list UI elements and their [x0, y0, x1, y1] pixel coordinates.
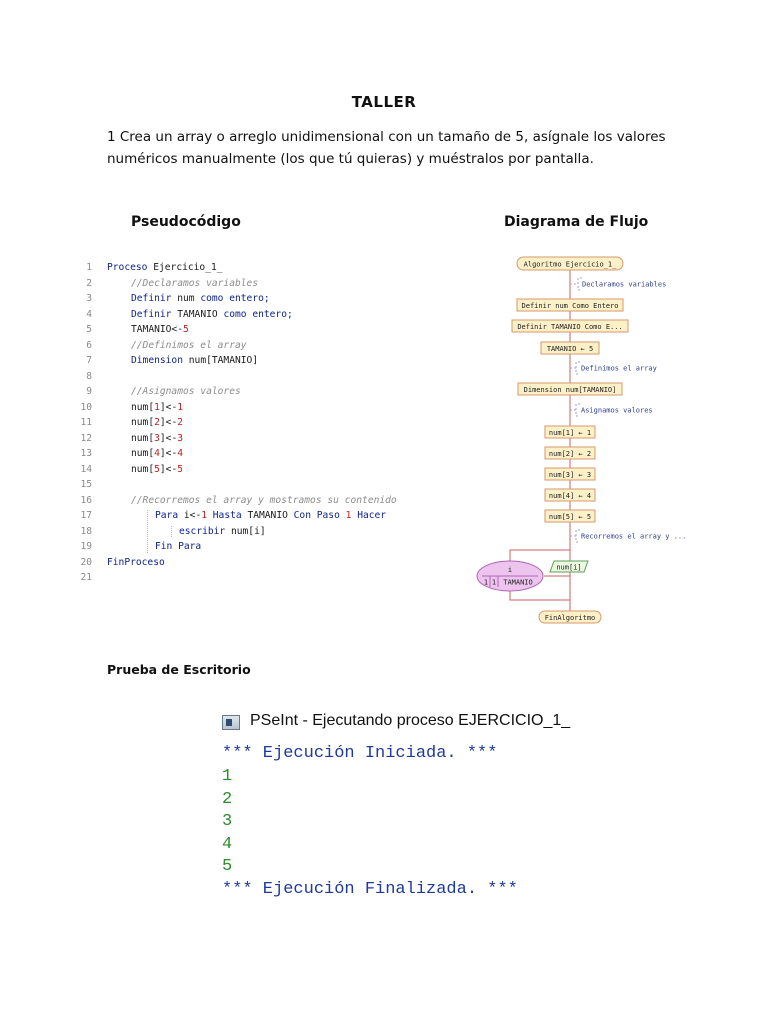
code-text — [131, 353, 258, 369]
code-token: //Declaramos variables — [131, 277, 259, 289]
code-line — [70, 276, 430, 292]
code-text — [131, 493, 397, 509]
code-token: Definir — [131, 293, 178, 304]
code-line — [70, 570, 430, 586]
code-token: 3 — [154, 432, 160, 444]
start-label: Algoritmo Ejercicio_1_ — [523, 260, 617, 269]
code-token: FinProceso — [107, 556, 165, 568]
code-line — [70, 524, 430, 540]
line-number: 12 — [80, 432, 92, 444]
assign-label: num[3] ← 3 — [548, 471, 592, 479]
console-window-title: PSeInt - Ejecutando proceso EJERCICIO_1_ — [250, 712, 571, 729]
code-line — [70, 338, 430, 354]
code-line — [70, 384, 430, 400]
code-text — [131, 291, 270, 307]
console-end-line: *** Ejecución Finalizada. *** — [222, 880, 518, 899]
assign-label: num[1] ← 1 — [548, 429, 592, 437]
code-token: Definir — [131, 308, 178, 320]
code-line — [70, 477, 430, 493]
line-number: 20 — [80, 556, 92, 568]
loop-end: TAMANIO — [503, 578, 533, 587]
code-token: 5 — [154, 463, 160, 475]
indent-guide — [171, 526, 172, 538]
code-token: ]<- — [159, 448, 178, 459]
code-token: //Asignamos valores — [131, 386, 241, 397]
line-number: 18 — [80, 525, 92, 537]
code-token: Para — [155, 510, 184, 521]
code-text — [131, 307, 293, 323]
code-token: como entero; — [223, 308, 293, 320]
code-token: 2 — [154, 417, 160, 428]
comment-assign: Asignamos valores — [581, 406, 653, 415]
code-line — [70, 446, 430, 462]
code-line — [70, 260, 430, 276]
line-number: 14 — [80, 463, 92, 475]
desk-test-heading: Prueba de Escritorio — [107, 662, 251, 677]
flowchart-diagram — [470, 250, 710, 630]
console-output-line: 2 — [222, 789, 233, 809]
code-token: //Recorremos el array y mostramos su contenido — [131, 494, 397, 506]
line-number: 9 — [86, 386, 92, 397]
code-token: num[i] — [230, 525, 266, 537]
code-token: //Definimos el array — [131, 339, 247, 351]
loop-start: 1 — [483, 578, 489, 587]
code-line — [70, 369, 430, 385]
code-line — [70, 322, 430, 338]
console-output-line: 5 — [222, 857, 233, 877]
code-token: Proceso — [107, 262, 154, 273]
console-output-line: 1 — [222, 767, 233, 786]
page-title: TALLER — [351, 93, 417, 111]
line-number: 11 — [80, 417, 92, 428]
console-output-line: 4 — [222, 834, 233, 854]
assign-label: num[5] ← 5 — [548, 513, 592, 521]
end-label: FinAlgoritmo — [544, 614, 596, 622]
code-text — [131, 400, 183, 416]
code-token: TAMANIO — [177, 308, 224, 320]
code-token: 3 — [177, 432, 183, 444]
code-token: Con Paso — [293, 510, 346, 521]
code-line — [70, 462, 430, 478]
line-number: 4 — [86, 308, 92, 320]
code-token: 4 — [154, 448, 160, 459]
line-number: 8 — [86, 370, 92, 382]
code-text — [131, 415, 183, 431]
code-token: num[ — [131, 401, 155, 413]
code-text — [131, 276, 258, 292]
code-text — [131, 431, 183, 447]
line-number: 15 — [80, 479, 92, 490]
line-number: 16 — [80, 494, 92, 506]
loop-step: 1 — [491, 578, 497, 587]
code-line — [70, 555, 430, 571]
code-line — [70, 508, 430, 524]
dimension-label: Dimension num[TAMANIO] — [523, 386, 617, 394]
comment-define-array: Definimos el array — [581, 364, 657, 373]
code-text — [155, 539, 201, 555]
code-token: Dimension — [131, 355, 189, 366]
line-number: 5 — [86, 324, 92, 335]
code-token: num — [177, 293, 201, 304]
code-token: ]<- — [159, 401, 178, 413]
code-line — [70, 400, 430, 416]
code-text — [107, 260, 223, 276]
code-token: 1 — [201, 510, 207, 521]
line-number: 13 — [80, 448, 92, 459]
exercise-statement: 1 Crea un array o arreglo unidimensional con un tamaño de 5, asígnale los valores numéricos manualmente (los que tú quieras) y muéstralos por pantalla. — [107, 129, 666, 167]
indent-guide — [147, 510, 148, 553]
line-number: 2 — [86, 277, 92, 289]
code-text — [131, 338, 247, 354]
code-token: ]<- — [159, 432, 178, 444]
comment-loop: Recorremos el array y ... — [581, 532, 687, 541]
comment-declare: Declaramos variables — [582, 280, 667, 289]
code-token: 1 — [345, 510, 352, 521]
code-token: Hasta — [207, 510, 248, 521]
assign-label: num[4] ← 4 — [548, 492, 592, 500]
pseudocode-listing — [70, 260, 430, 586]
code-token: 1 — [154, 401, 160, 413]
code-token: TAMANIO — [247, 510, 294, 521]
code-line — [70, 431, 430, 447]
loop-variable: i — [507, 566, 513, 574]
code-line — [70, 353, 430, 369]
code-line — [70, 307, 430, 323]
code-token: TAMANIO<- — [131, 324, 183, 335]
code-token: 5 — [177, 463, 183, 475]
console-output-line: 3 — [222, 812, 233, 832]
code-token: num[TAMANIO] — [188, 355, 259, 366]
console-window-icon — [222, 715, 240, 730]
code-token: 1 — [177, 401, 183, 413]
code-text — [131, 322, 189, 338]
code-token: como entero; — [200, 293, 270, 304]
code-token: num[ — [131, 417, 155, 428]
code-token: Ejercicio_1_ — [153, 262, 223, 273]
code-token: Fin Para — [155, 541, 202, 552]
code-token: Hacer — [351, 510, 387, 521]
code-text — [155, 508, 386, 524]
line-number: 3 — [86, 293, 92, 304]
console-start-line: *** Ejecución Iniciada. *** — [222, 744, 498, 763]
code-token: i<- — [183, 510, 202, 521]
define-num-label: Definir num Como Entero — [521, 302, 619, 310]
code-text — [131, 384, 241, 400]
line-number: 6 — [86, 339, 92, 351]
code-token: ]<- — [159, 417, 178, 428]
code-line — [70, 539, 430, 555]
code-token: ]<- — [159, 463, 178, 475]
code-line — [70, 291, 430, 307]
flowchart-heading: Diagrama de Flujo — [504, 214, 649, 230]
code-line — [70, 415, 430, 431]
line-number: 21 — [80, 572, 92, 583]
define-tamanio-label: Definir TAMANIO Como E... — [517, 323, 623, 331]
code-token: num[ — [131, 432, 155, 444]
line-number: 17 — [80, 510, 92, 521]
code-line — [70, 493, 430, 509]
line-number: 19 — [80, 541, 92, 552]
line-number: 7 — [86, 355, 92, 366]
code-token: escribir — [179, 525, 231, 537]
assign-tamanio-label: TAMANIO ← 5 — [546, 345, 594, 353]
output-label: num[i] — [556, 563, 582, 572]
code-text — [107, 555, 165, 571]
line-number: 10 — [80, 401, 92, 413]
line-number: 1 — [86, 262, 92, 273]
code-token: 5 — [182, 324, 189, 335]
assign-label: num[2] ← 2 — [548, 450, 592, 458]
code-token: num[ — [131, 463, 155, 475]
code-text — [131, 462, 183, 478]
code-text — [179, 524, 266, 540]
code-token: num[ — [131, 448, 155, 459]
code-token: 4 — [177, 448, 183, 459]
code-text — [131, 446, 183, 462]
code-token: 2 — [177, 417, 183, 428]
pseudocode-heading: Pseudocódigo — [131, 214, 241, 230]
